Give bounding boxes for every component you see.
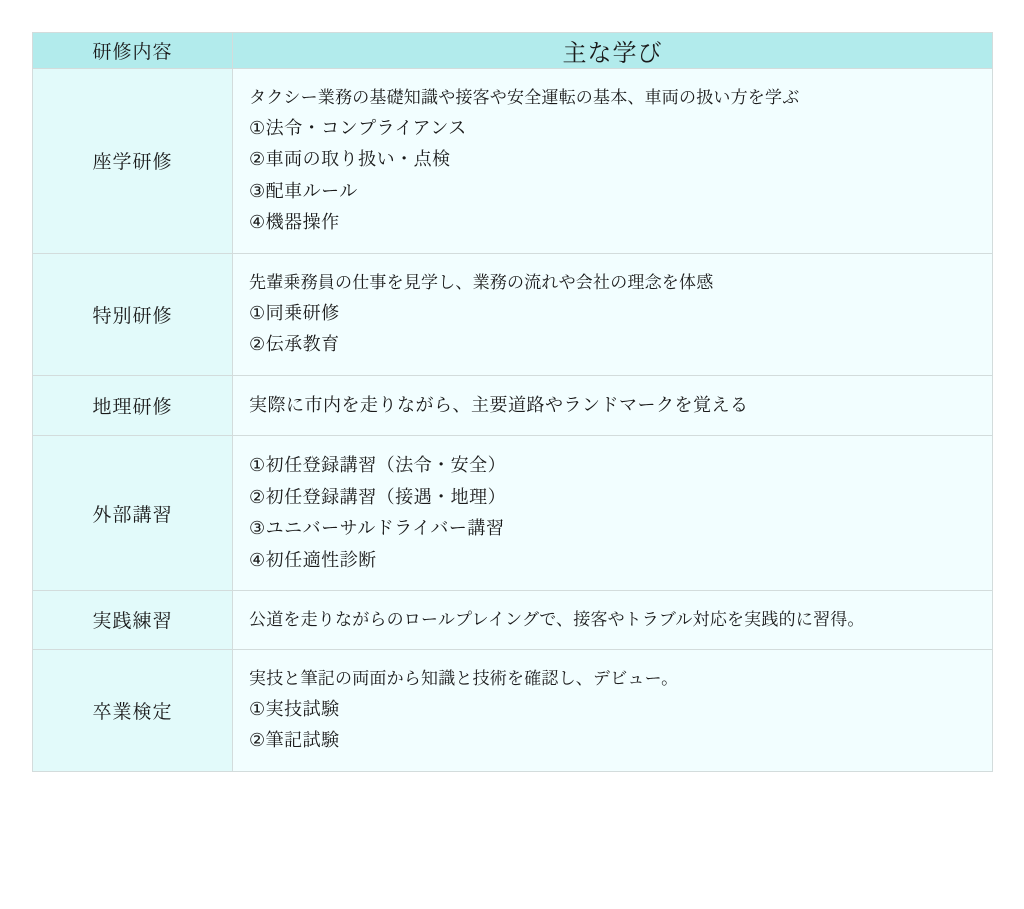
table-body [33, 69, 993, 772]
learning-line: ②伝承教育 [249, 334, 340, 354]
learning-line: 公道を走りながらのロールプレイングで、接客やトラブル対応を実践的に習得。 [249, 610, 865, 629]
learning-line: ①実技試験 [249, 698, 340, 719]
table-row [33, 591, 993, 650]
table-row [33, 253, 993, 375]
cell-learning [233, 253, 993, 375]
learning-line: ①法令・コンプライアンス [249, 117, 467, 138]
column-header-topic: 研修内容 [33, 33, 233, 69]
cell-learning [233, 649, 993, 771]
cell-learning [233, 591, 993, 650]
table-row [33, 436, 993, 591]
learning-line: ②初任登録講習（接遇・地理） [249, 486, 507, 507]
learning-line: 実際に市内を走りながら、主要道路やランドマークを覚える [249, 394, 749, 415]
learning-line: ③配車ルール [249, 180, 358, 201]
cell-learning [233, 69, 993, 254]
learning-line: ①初任登録講習（法令・安全） [249, 455, 507, 475]
learning-line: ③ユニバーサルドライバー講習 [249, 518, 505, 538]
learning-line: 先輩乗務員の仕事を見学し、業務の流れや会社の理念を体感 [249, 272, 714, 292]
learning-line: タクシー業務の基礎知識や接客や安全運転の基本、車両の扱い方を学ぶ [249, 88, 800, 107]
learning-line: ④初任適性診断 [249, 549, 377, 570]
cell-topic: 特別研修 [33, 253, 233, 375]
learning-line: ②車両の取り扱い・点検 [249, 149, 451, 170]
learning-line: ④機器操作 [249, 212, 340, 233]
learning-line: 実技と筆記の両面から知識と技術を確認し、デビュー。 [249, 668, 679, 688]
cell-topic: 地理研修 [33, 375, 233, 436]
column-header-learning: 主な学び [233, 33, 993, 69]
cell-topic: 外部講習 [33, 436, 233, 591]
table-header [33, 33, 993, 69]
cell-learning [233, 375, 993, 436]
table-header-row [33, 33, 993, 69]
training-program-table [32, 32, 993, 772]
cell-topic: 卒業検定 [33, 649, 233, 771]
table-row [33, 69, 993, 254]
cell-topic: 座学研修 [33, 69, 233, 254]
cell-learning [233, 436, 993, 591]
cell-topic: 実践練習 [33, 591, 233, 650]
learning-line: ①同乗研修 [249, 302, 340, 323]
table-row [33, 649, 993, 771]
learning-line: ②筆記試験 [249, 730, 340, 750]
table-row [33, 375, 993, 436]
